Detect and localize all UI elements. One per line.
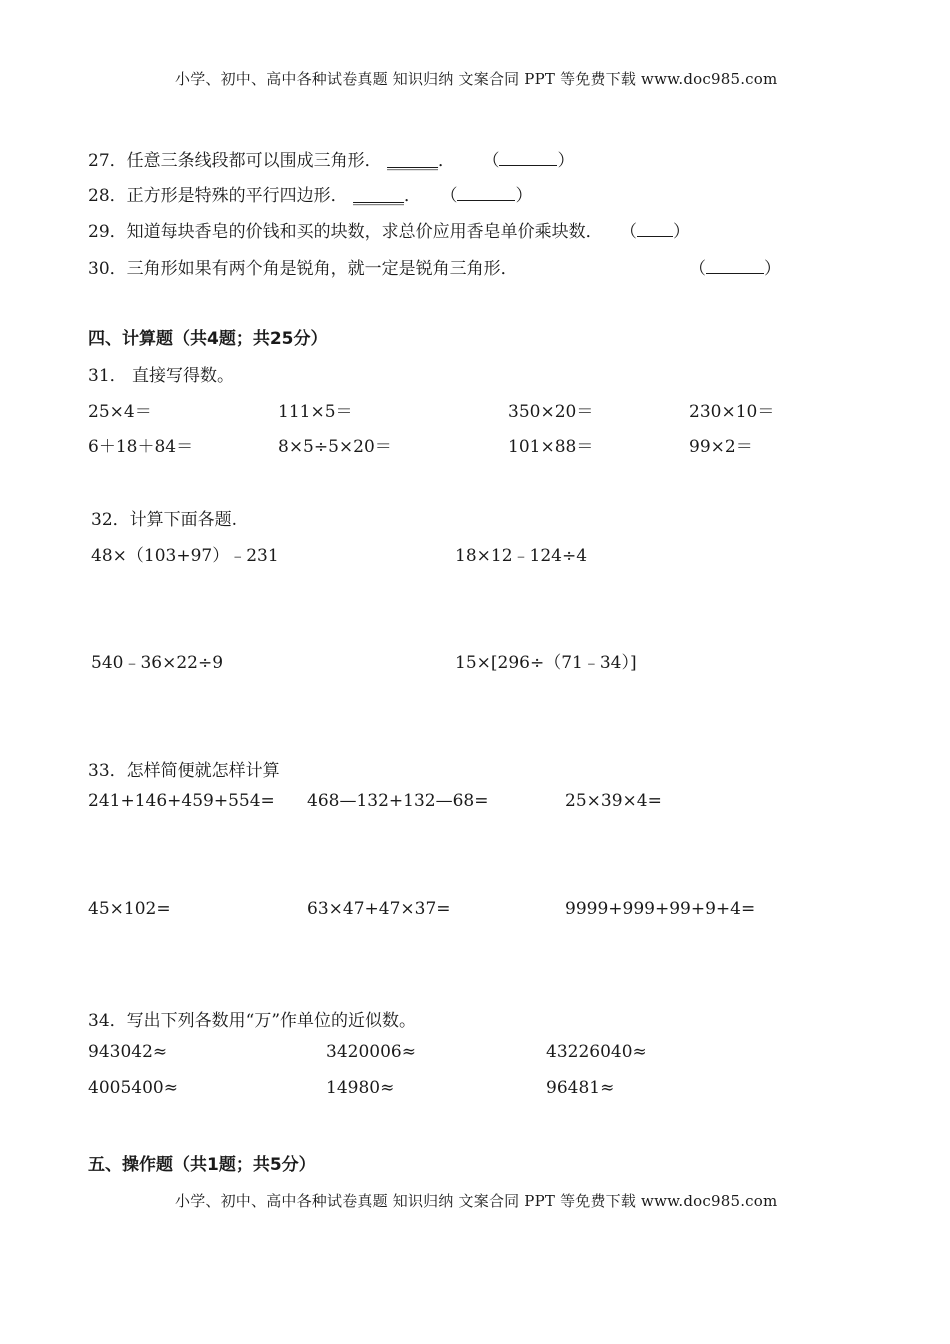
expression: 111×5＝	[278, 402, 353, 422]
question-number: 30．	[88, 259, 127, 279]
approximation: 4005400≈	[88, 1078, 178, 1098]
question-32-title: 32．计算下面各题.	[91, 510, 238, 530]
question-punct: ．	[404, 186, 422, 206]
expression: 8×5÷5×20＝	[278, 437, 392, 457]
approximation: 3420006≈	[326, 1042, 416, 1062]
approximation: 96481≈	[546, 1078, 615, 1098]
expression: 6＋18＋84＝	[88, 437, 194, 457]
expression: 241+146+459+554=	[88, 791, 275, 811]
approximation: 14980≈	[326, 1078, 395, 1098]
paren-close: ）	[557, 151, 575, 171]
paren-close: ）	[673, 222, 691, 242]
question-number: 27．	[88, 151, 127, 171]
question-text: 三角形如果有两个角是锐角，就一定是锐角三角形．	[126, 259, 518, 279]
expression: 468—132+132—68=	[307, 791, 489, 811]
question-number: 28．	[88, 186, 127, 206]
expression: 25×39×4=	[565, 791, 662, 811]
question-31-title: 31． 直接写得数。	[88, 366, 235, 386]
approximation: 43226040≈	[546, 1042, 647, 1062]
expression: 350×20＝	[508, 402, 594, 422]
expression: 15×[296÷（71﹣34）]	[455, 653, 637, 673]
expression: 18×12﹣124÷4	[455, 546, 588, 566]
section-title-5: 五、操作题（共1题；共5分）	[88, 1155, 316, 1175]
question-33-title: 33．怎样简便就怎样计算	[88, 761, 280, 781]
paren-close: ）	[764, 259, 781, 279]
question-punct: ．	[438, 151, 456, 171]
paren-open: （	[620, 222, 638, 242]
paren-blank	[637, 222, 673, 237]
paren-blank	[706, 259, 764, 274]
paren-blank	[499, 151, 557, 166]
page-header: 小学、初中、高中各种试卷真题 知识归纳 文案合同 PPT 等免费下载 www.doc985.com	[175, 70, 778, 88]
answer-paren[interactable]	[689, 254, 781, 279]
paren-blank	[457, 186, 515, 201]
answer-paren[interactable]	[482, 151, 574, 171]
expression: 230×10＝	[689, 402, 775, 422]
expression: 63×47+47×37=	[307, 899, 451, 919]
question-30	[88, 254, 518, 279]
question-27	[88, 146, 574, 171]
approximation: 943042≈	[88, 1042, 168, 1062]
expression: 25×4＝	[88, 402, 152, 422]
question-34-title: 34．写出下列各数用“万”作单位的近似数。	[88, 1011, 417, 1031]
answer-blank[interactable]: ______	[353, 186, 405, 206]
question-text: 正方形是特殊的平行四边形．	[126, 186, 348, 206]
question-28	[88, 181, 532, 206]
paren-open: （	[482, 151, 500, 171]
answer-paren[interactable]	[620, 222, 690, 242]
page-footer: 小学、初中、高中各种试卷真题 知识归纳 文案合同 PPT 等免费下载 www.doc985.com	[175, 1192, 778, 1210]
question-number: 29．	[88, 222, 127, 242]
answer-paren[interactable]	[440, 186, 532, 206]
paren-open: （	[689, 259, 706, 279]
expression: 540﹣36×22÷9	[91, 653, 224, 673]
paren-close: ）	[515, 186, 533, 206]
expression: 48×（103+97）﹣231	[91, 546, 279, 566]
expression: 101×88＝	[508, 437, 594, 457]
expression: 9999+999+99+9+4=	[565, 899, 756, 919]
answer-blank[interactable]: ______	[387, 151, 439, 171]
question-text: 知道每块香皂的价钱和买的块数，求总价应用香皂单价乘块数．	[126, 222, 603, 242]
paren-open: （	[440, 186, 458, 206]
expression: 99×2＝	[689, 437, 753, 457]
question-text: 任意三条线段都可以围成三角形．	[126, 151, 382, 171]
section-title-4: 四、计算题（共4题；共25分）	[88, 329, 328, 349]
expression: 45×102=	[88, 899, 171, 919]
question-29	[88, 217, 690, 242]
